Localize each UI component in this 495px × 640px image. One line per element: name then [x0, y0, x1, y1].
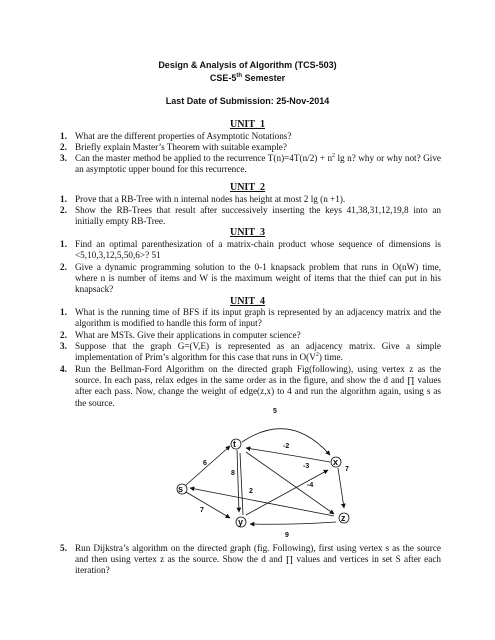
weight-z-y: 9 — [285, 532, 289, 539]
unit-1-question-3: 3. Can the master method be applied to the recurrence $T(n)=4T(n/2) + n^2$ lg n? why or why not? Give an asymptotic upper bound for this recurrence. — [60, 152, 441, 175]
edge-s-t — [186, 446, 230, 485]
weight-x-z: 7 — [345, 466, 349, 473]
weight-s-y: 7 — [200, 507, 204, 514]
edge-y-x — [246, 470, 328, 515]
unit-3-question-1: 1. Find an optimal parenthesization of a matrix-chain product whose sequence of dimensions is <5,10,3,12,5,50,6>? 51 — [60, 239, 441, 261]
unit-4-question-5: 5. Run Dijkstra’s algorithm on the directed graph (fig. Following), first using vertex s as the source and then using vertex z as the source. Show the d and ∏ values and vertices in set S after each iteration? — [60, 543, 441, 576]
node-s-label: s — [178, 484, 184, 494]
edge-y-t — [240, 453, 243, 515]
edge-s-y — [186, 492, 230, 518]
course-title: Design & Analysis of Algorithm (TCS-503) — [158, 60, 337, 70]
node-t-label: t — [233, 439, 236, 449]
unit-3-question-2: 2. Give a dynamic programming solution to the 0-1 knapsack problem that runs in O(nW) time, where n is number of items and W is the maximum weight of items that the thief can put in his knapsack? — [60, 262, 441, 295]
weight-y-x: -3 — [303, 463, 310, 470]
unit-4-question-4: 4. Run the Bellman-Ford Algorithm on the directed graph Fig(following), using vertex z as the source. In each pass, relax edges in the same order as in the figure, and show the d and ∏ values after each pass. Now, change the weight of edge(z,x) to 4 and run the algorithm again, using s as the source. — [60, 364, 441, 408]
submission-date: Last Date of Submission: 25-Nov-2014 — [165, 96, 330, 106]
unit-4-title: UNIT_4 — [229, 296, 265, 307]
edge-x-t — [246, 448, 330, 462]
unit-2-question-1: 1. Prove that a RB-Tree with n internal nodes has height at most 2 lg (n +1). — [60, 194, 346, 204]
weight-z-s: 2 — [249, 488, 253, 495]
edge-t-y — [237, 450, 239, 512]
unit-3-title: UNIT_3 — [229, 227, 265, 238]
unit-2-title: UNIT_2 — [229, 182, 265, 193]
node-z-label: z — [341, 513, 346, 523]
weight-t-y: 8 — [231, 470, 235, 477]
unit-1-title: UNIT_1 — [229, 119, 265, 130]
edge-t-x — [242, 429, 330, 455]
unit-1-question-1: 1. What are the different properties of Asymptotic Notations? — [60, 131, 292, 141]
edge-z-s — [190, 488, 334, 516]
weight-s-t: 6 — [203, 460, 207, 467]
weight-x-t: -2 — [283, 443, 290, 450]
unit-4-question-1: 1. What is the running time of BFS if its input graph is represented by an adjacency matrix and the algorithm is modified to handle this form of input? — [60, 307, 441, 329]
node-x-label: x — [333, 457, 339, 467]
unit-4-question-3: 3. Suppose that the graph G=(V,E) is represented as an adjacency matrix. Give a simple implementation of Prim’s algorithm for this case that runs in $O(V^2)$ time. — [60, 341, 441, 363]
unit-4-question-2: 2. What are MSTs. Give their applications in computer science? — [60, 330, 301, 340]
edge-z-y — [250, 522, 336, 524]
unit-2-question-2: 2. Show the RB-Trees that result after successively inserting the keys 41,38,31,12,19,8 into an initially empty RB-Tree. — [60, 205, 441, 227]
unit-1-question-2: 2. Briefly explain Master’s Theorem with suitable example? — [60, 142, 287, 152]
edge-t-z — [246, 452, 334, 514]
edge-x-z — [338, 468, 344, 508]
node-y-label: y — [238, 517, 244, 527]
weight-t-x: 5 — [273, 408, 277, 415]
semester-line: CSE-5th Semester — [209, 73, 286, 83]
weight-t-z: -4 — [307, 482, 314, 489]
